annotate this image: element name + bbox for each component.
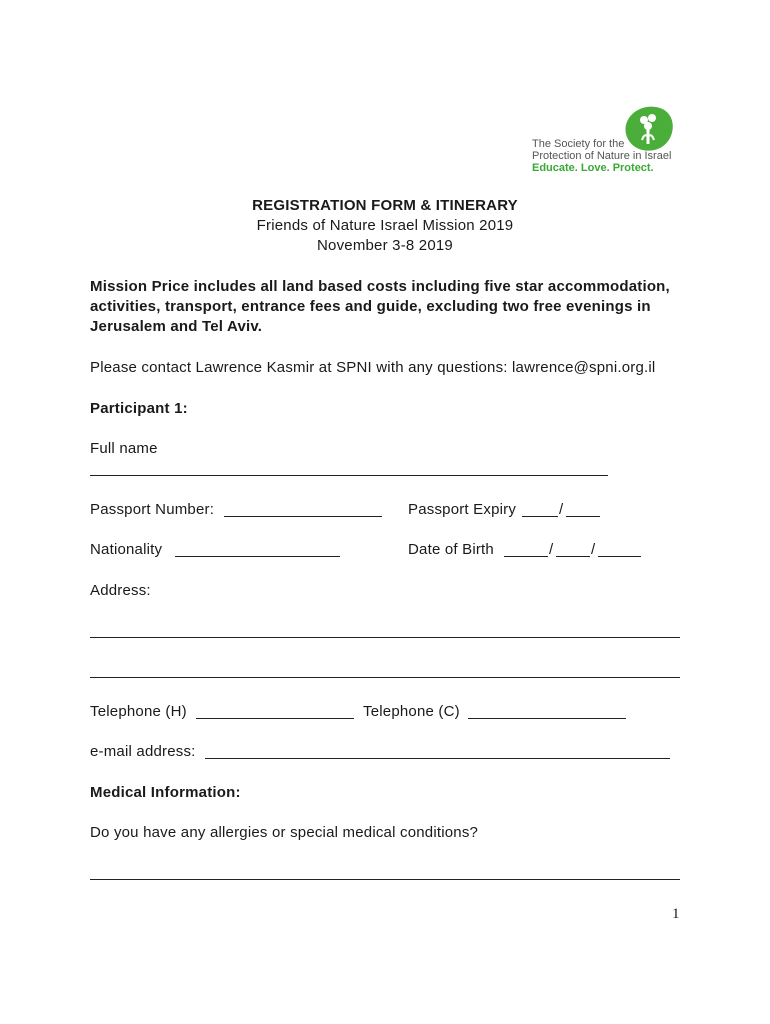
contact-text: Please contact Lawrence Kasmir at SPNI with any questions: lawrence@spni.org.il	[90, 359, 656, 376]
telephone-h-label: Telephone (H)	[90, 703, 187, 720]
address-line2-field[interactable]	[90, 677, 680, 678]
slash-separator: /	[591, 541, 596, 558]
dob-day-field[interactable]	[504, 556, 548, 557]
full-name-field[interactable]	[90, 475, 608, 476]
medical-heading: Medical Information:	[90, 784, 241, 801]
passport-expiry-label: Passport Expiry	[408, 501, 517, 518]
passport-expiry-year-field[interactable]	[566, 516, 600, 517]
passport-number-field[interactable]	[224, 516, 382, 517]
address-line1-field[interactable]	[90, 637, 680, 638]
price-note-line3: Jerusalem and Tel Aviv.	[90, 318, 263, 335]
passport-expiry-month-field[interactable]	[522, 516, 558, 517]
telephone-c-label: Telephone (C)	[363, 703, 460, 720]
email-field[interactable]	[205, 758, 670, 759]
dob-month-field[interactable]	[556, 556, 590, 557]
medical-answer-field[interactable]	[90, 879, 680, 880]
full-name-label: Full name	[90, 440, 158, 457]
price-note-line1: Mission Price includes all land based costs including five star accommodation,	[90, 278, 670, 295]
dob-label: Date of Birth	[408, 541, 494, 558]
passport-number-label: Passport Number:	[90, 501, 215, 518]
logo-line2: Protection of Nature in Israel	[532, 150, 672, 162]
logo-tagline: Educate. Love. Protect.	[532, 162, 654, 174]
address-label: Address:	[90, 582, 151, 599]
spni-logo	[532, 104, 682, 180]
form-title: REGISTRATION FORM & ITINERARY	[252, 197, 518, 214]
telephone-c-field[interactable]	[468, 718, 626, 719]
nationality-label: Nationality	[90, 541, 163, 558]
email-label: e-mail address:	[90, 743, 196, 760]
form-subtitle: Friends of Nature Israel Mission 2019	[256, 217, 514, 234]
logo-text	[532, 138, 671, 174]
slash-separator: /	[549, 541, 554, 558]
participant-heading: Participant 1:	[90, 400, 188, 417]
logo-line1: The Society for the	[532, 138, 625, 150]
slash-separator: /	[559, 501, 564, 518]
dob-year-field[interactable]	[598, 556, 641, 557]
nationality-field[interactable]	[175, 556, 340, 557]
form-dates: November 3-8 2019	[317, 237, 453, 254]
medical-question: Do you have any allergies or special medical conditions?	[90, 824, 479, 841]
telephone-h-field[interactable]	[196, 718, 354, 719]
price-note-line2: activities, transport, entrance fees and guide, excluding two free evenings in	[90, 298, 651, 315]
page-number: 1	[672, 906, 680, 922]
